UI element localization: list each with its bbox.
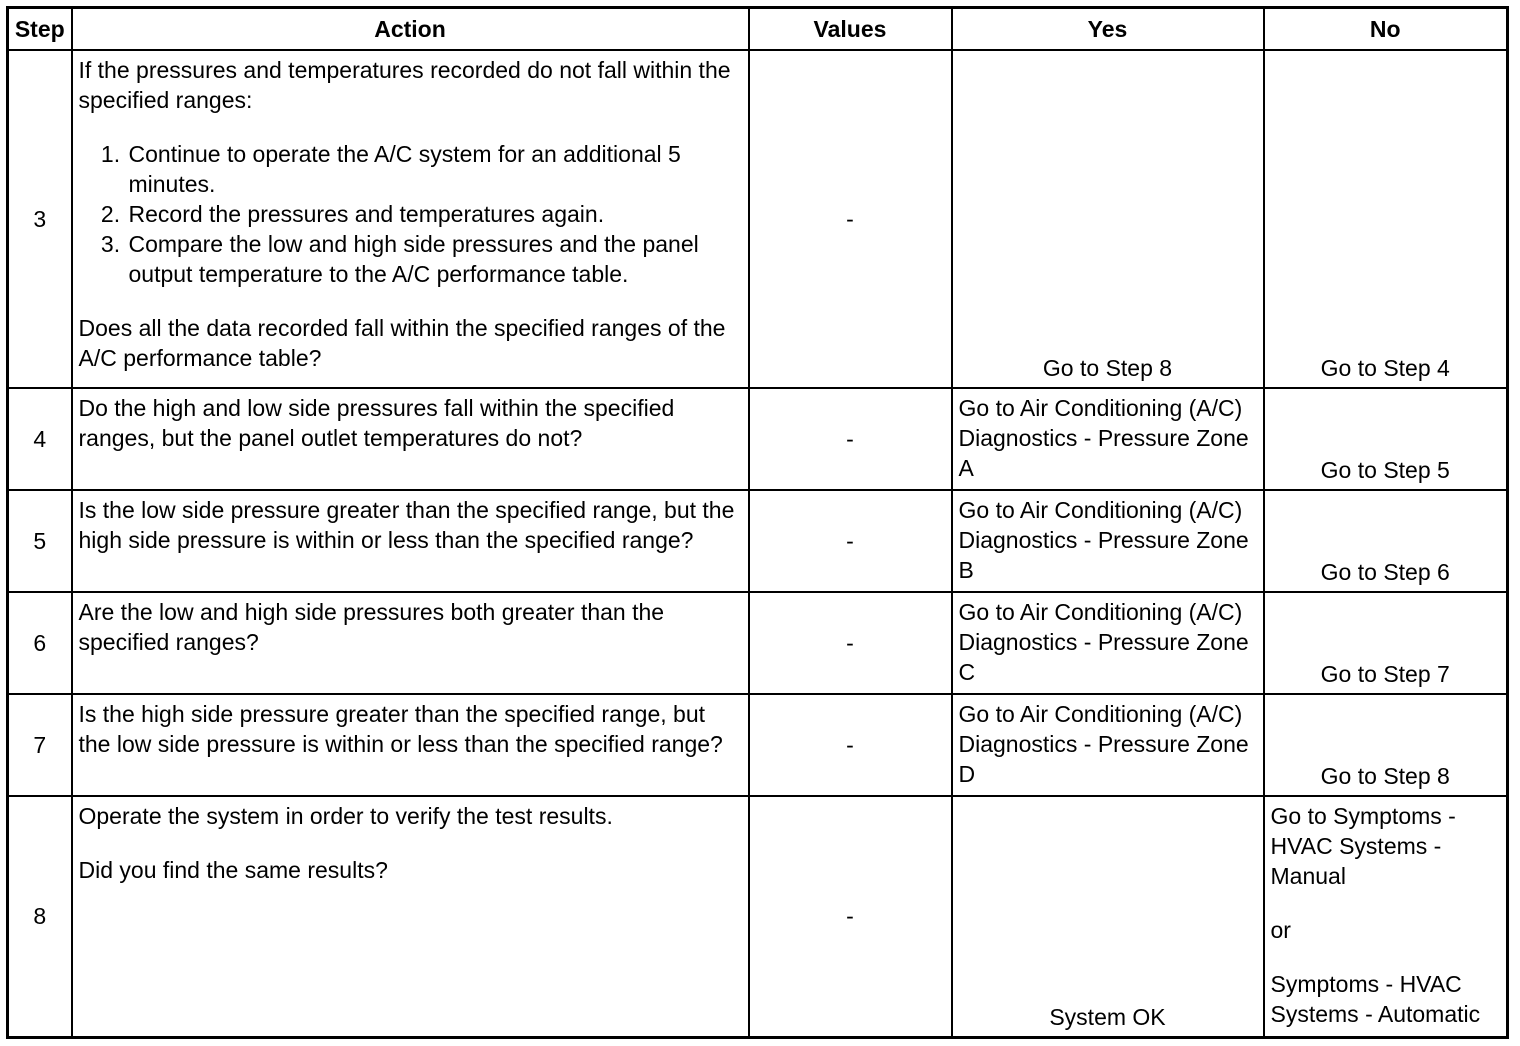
yes-cell: Go to Air Conditioning (A/C) Diagnostics - Pressure Zone C	[952, 592, 1264, 694]
no-cell	[1264, 694, 1508, 796]
values-cell: -	[749, 592, 952, 694]
action-cell: Is the high side pressure greater than the specified range, but the low side pressure is within or less than the specified range?	[72, 694, 749, 796]
no-result: Go to Step 7	[1320, 661, 1450, 687]
header-no: No	[1264, 8, 1508, 51]
action-intro: If the pressures and temperatures recorded do not fall within the specified ranges:	[78, 57, 731, 113]
header-yes: Yes	[952, 8, 1264, 51]
no-cell	[1264, 796, 1508, 1037]
step-number: 6	[8, 592, 72, 694]
no-cell	[1264, 592, 1508, 694]
no-result: Go to Step 5	[1320, 457, 1450, 483]
step-number: 7	[8, 694, 72, 796]
no-result: Go to Step 6	[1320, 559, 1450, 585]
values-cell: -	[749, 388, 952, 490]
list-item: 1. Continue to operate the A/C system for an additional 5 minutes.	[127, 139, 742, 199]
list-item: 3. Compare the low and high side pressures and the panel output temperature to the A/C performance table.	[127, 229, 742, 289]
table-row	[8, 796, 1508, 1037]
values-cell: -	[749, 796, 952, 1037]
table-row	[8, 490, 1508, 592]
action-question: Does all the data recorded fall within the specified ranges of the A/C performance table?	[78, 315, 726, 371]
no-result-or: or	[1270, 917, 1291, 943]
no-result: Symptoms - HVAC Systems - Automatic	[1270, 971, 1481, 1027]
action-steps	[79, 139, 742, 289]
action-cell: Do the high and low side pressures fall within the specified ranges, but the panel outlet temperatures do not?	[72, 388, 749, 490]
table-row	[8, 694, 1508, 796]
action-cell: Are the low and high side pressures both greater than the specified ranges?	[72, 592, 749, 694]
action-cell	[72, 50, 749, 388]
header-action: Action	[72, 8, 749, 51]
no-result: Go to Step 4	[1320, 355, 1450, 381]
table-row	[8, 592, 1508, 694]
no-cell	[1264, 388, 1508, 490]
step-number: 5	[8, 490, 72, 592]
yes-cell: Go to Air Conditioning (A/C) Diagnostics - Pressure Zone D	[952, 694, 1264, 796]
step-number: 8	[8, 796, 72, 1037]
yes-cell: Go to Air Conditioning (A/C) Diagnostics - Pressure Zone A	[952, 388, 1264, 490]
no-result: Go to Symptoms - HVAC Systems - Manual	[1270, 803, 1456, 889]
header-step: Step	[8, 8, 72, 51]
step-number: 4	[8, 388, 72, 490]
diagnostic-table	[6, 6, 1509, 1039]
step-number: 3	[8, 50, 72, 388]
header-row	[8, 8, 1508, 51]
no-cell	[1264, 490, 1508, 592]
table-row	[8, 50, 1508, 388]
action-cell: Is the low side pressure greater than the specified range, but the high side pressure is within or less than the specified range?	[72, 490, 749, 592]
action-cell	[72, 796, 749, 1037]
action-question: Did you find the same results?	[78, 857, 388, 883]
yes-cell: Go to Air Conditioning (A/C) Diagnostics - Pressure Zone B	[952, 490, 1264, 592]
values-cell: -	[749, 50, 952, 388]
header-values: Values	[749, 8, 952, 51]
list-item: 2. Record the pressures and temperatures again.	[127, 199, 742, 229]
yes-cell	[952, 50, 1264, 388]
table-row	[8, 388, 1508, 490]
values-cell: -	[749, 490, 952, 592]
values-cell: -	[749, 694, 952, 796]
no-cell	[1264, 50, 1508, 388]
yes-result: System OK	[1049, 1003, 1166, 1030]
action-intro: Operate the system in order to verify the test results.	[78, 803, 613, 829]
no-result: Go to Step 8	[1320, 763, 1450, 789]
yes-cell	[952, 796, 1264, 1037]
yes-result: Go to Step 8	[1042, 355, 1173, 381]
